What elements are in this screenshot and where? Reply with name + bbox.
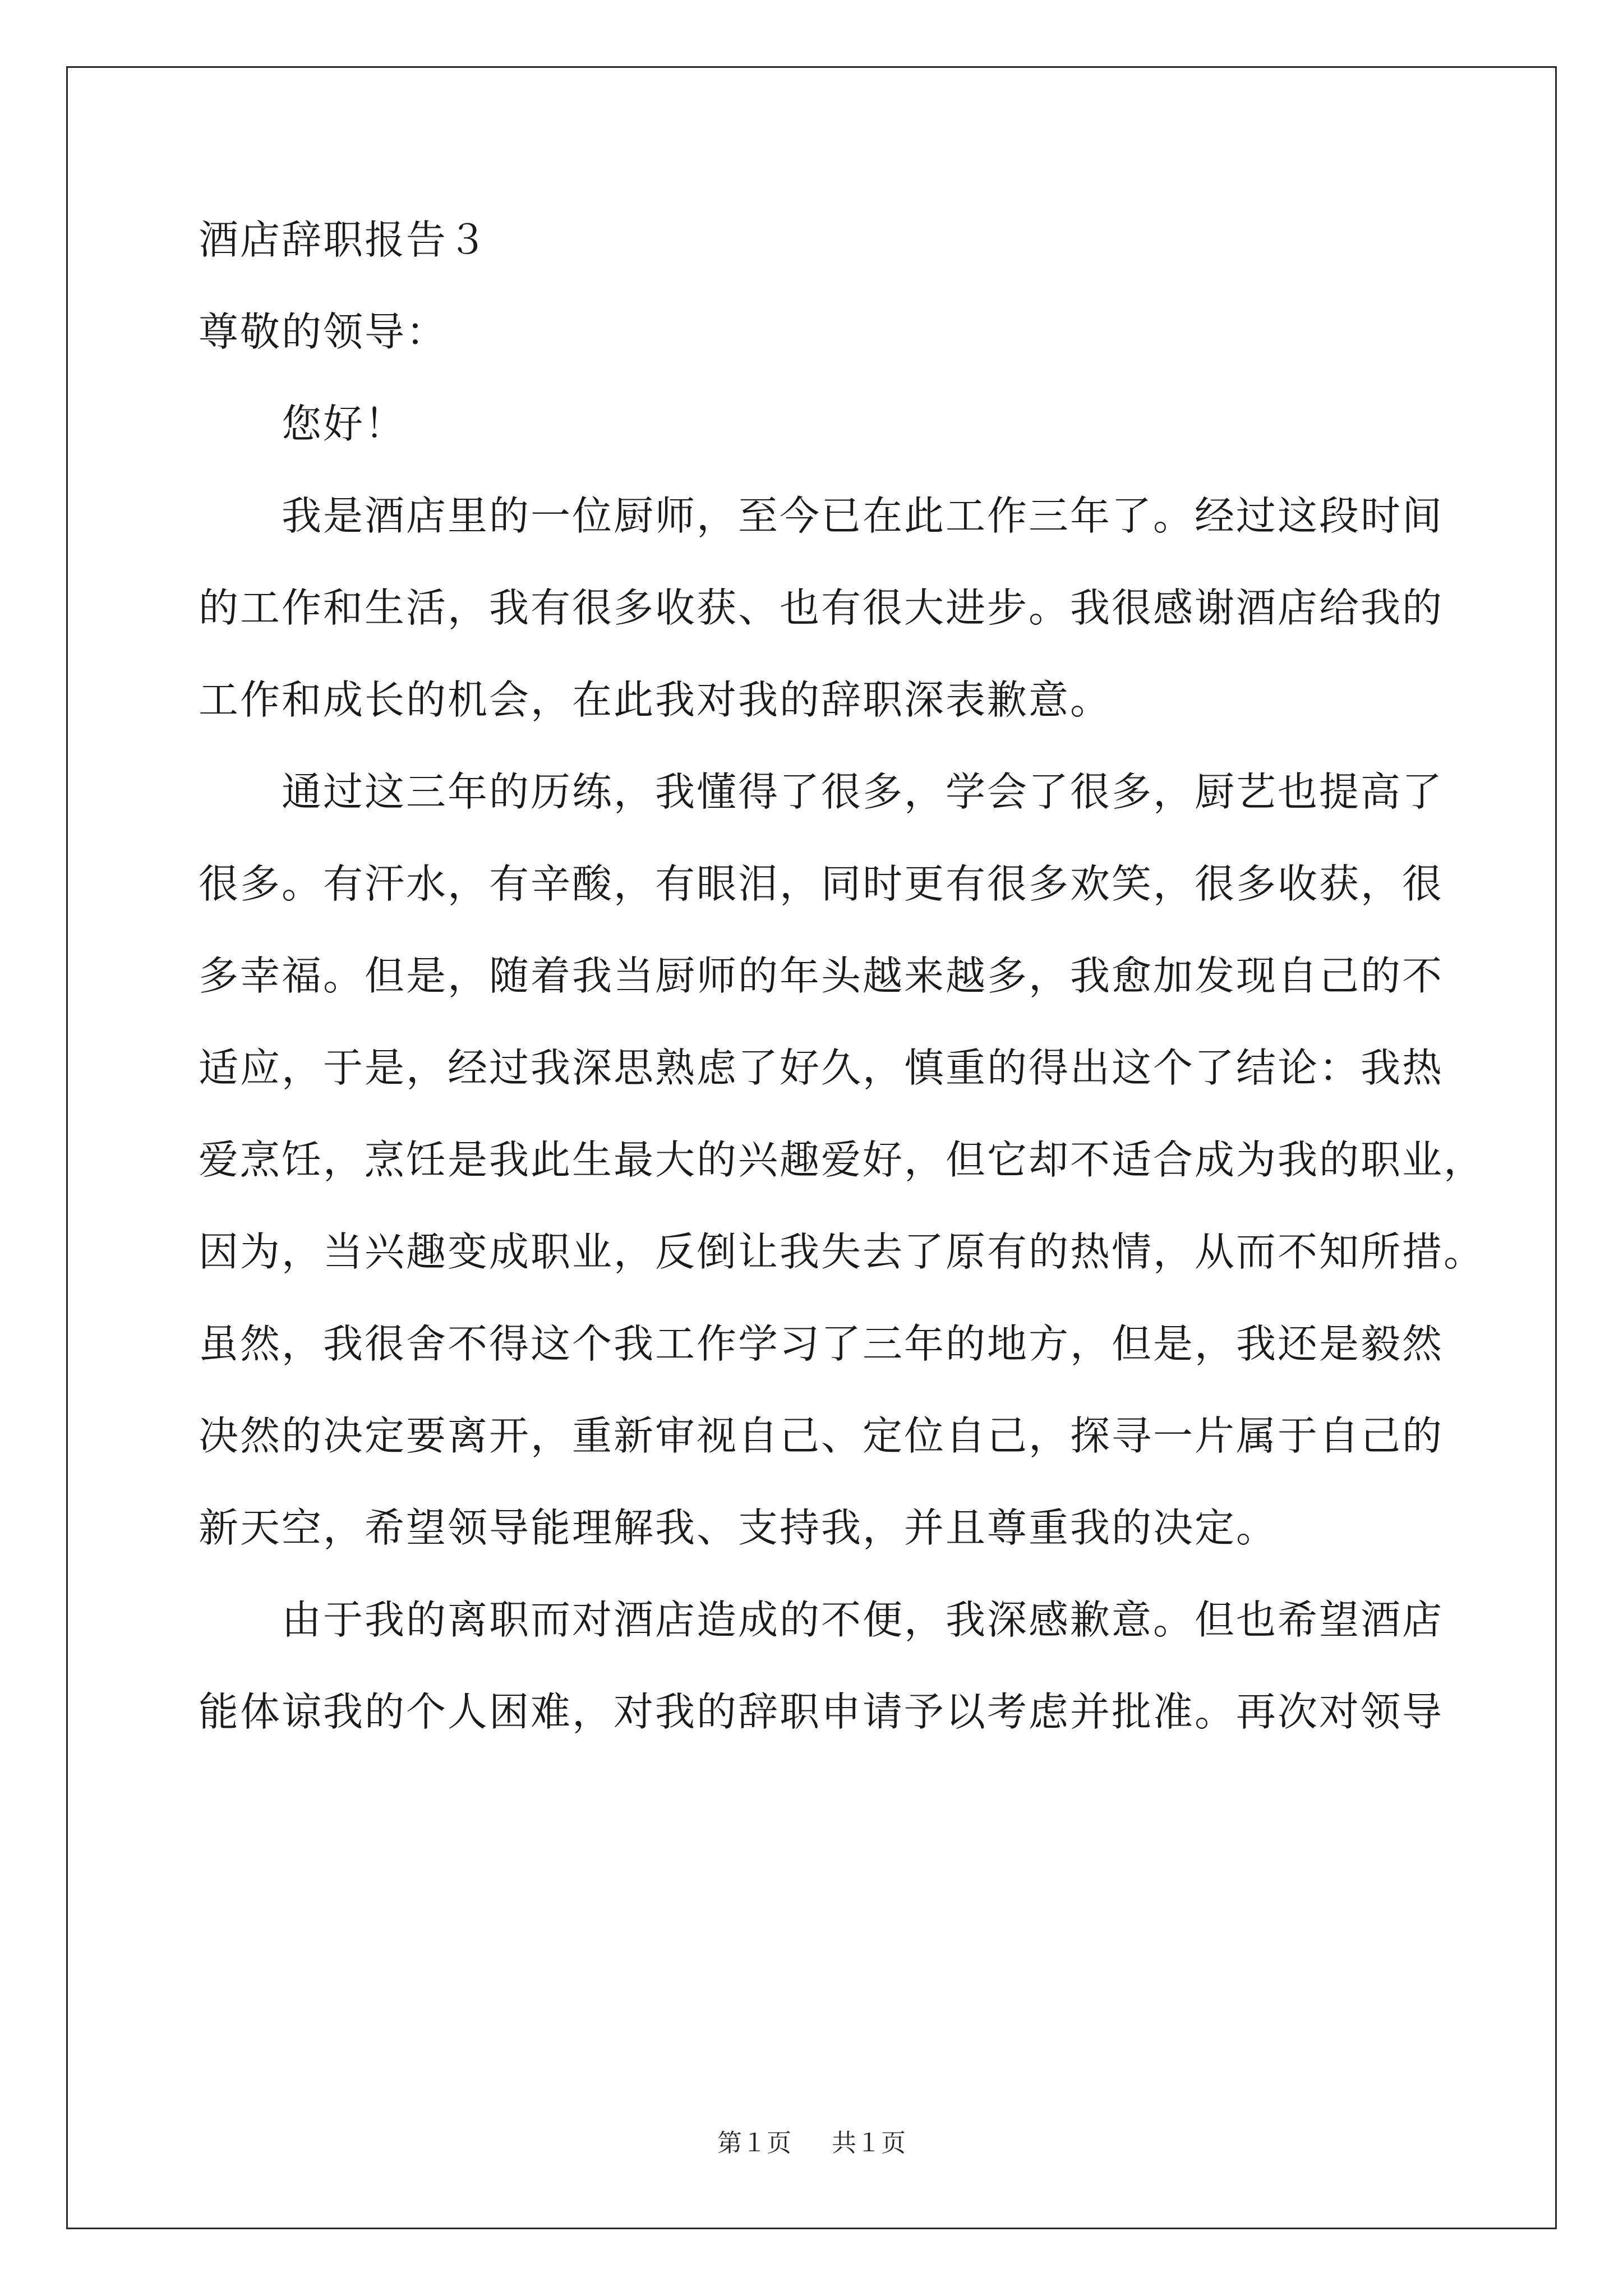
- paragraph-line: 虽然，我很舍不得这个我工作学习了三年的地方，但是，我还是毅然: [199, 1320, 1444, 1367]
- page-number: 第１页: [717, 2129, 791, 2157]
- paragraph-line: 适应，于是，经过我深思熟虑了好久，慎重的得出这个了结论：我热: [199, 1045, 1444, 1091]
- paragraph-line: 通过这三年的历练，我懂得了很多，学会了很多，厨艺也提高了: [282, 769, 1444, 815]
- paragraph-line: 我是酒店里的一位厨师，至今已在此工作三年了。经过这段时间: [282, 493, 1444, 539]
- paragraph-line: 多幸福。但是，随着我当厨师的年头越来越多，我愈加发现自己的不: [199, 953, 1444, 999]
- paragraph-line: 因为，当兴趣变成职业，反倒让我失去了原有的热情，从而不知所措。: [199, 1228, 1486, 1275]
- paragraph-line: 新天空，希望领导能理解我、支持我，并且尊重我的决定。: [199, 1504, 1278, 1551]
- paragraph-line: 决然的决定要离开，重新审视自己、定位自己，探寻一片属于自己的: [199, 1412, 1444, 1459]
- paragraph-3: [199, 1596, 1444, 1735]
- document-title: 酒店辞职报告３: [199, 217, 490, 263]
- paragraph-line: 的工作和生活，我有很多收获、也有很大进步。我很感谢酒店给我的: [199, 585, 1444, 631]
- greeting: 您好！: [282, 401, 407, 447]
- paragraph-line: 爱烹饪，烹饪是我此生最大的兴趣爱好，但它却不适合成为我的职业，: [199, 1137, 1486, 1183]
- paragraph-2: [199, 769, 1486, 1551]
- salutation: 尊敬的领导：: [199, 309, 448, 355]
- page-total: 共１页: [832, 2129, 906, 2157]
- paragraph-line: 由于我的离职而对酒店造成的不便，我深感歉意。但也希望酒店: [282, 1596, 1444, 1643]
- page-footer: [0, 2129, 1623, 2157]
- paragraph-line: 能体谅我的个人困难，对我的辞职申请予以考虑并批准。再次对领导: [199, 1688, 1444, 1735]
- document-body: [199, 217, 1486, 1735]
- paragraph-line: 工作和成长的机会，在此我对我的辞职深表歉意。: [199, 677, 1112, 723]
- paragraph-1: [199, 493, 1444, 723]
- paragraph-line: 很多。有汗水，有辛酸，有眼泪，同时更有很多欢笑，很多收获，很: [199, 861, 1444, 907]
